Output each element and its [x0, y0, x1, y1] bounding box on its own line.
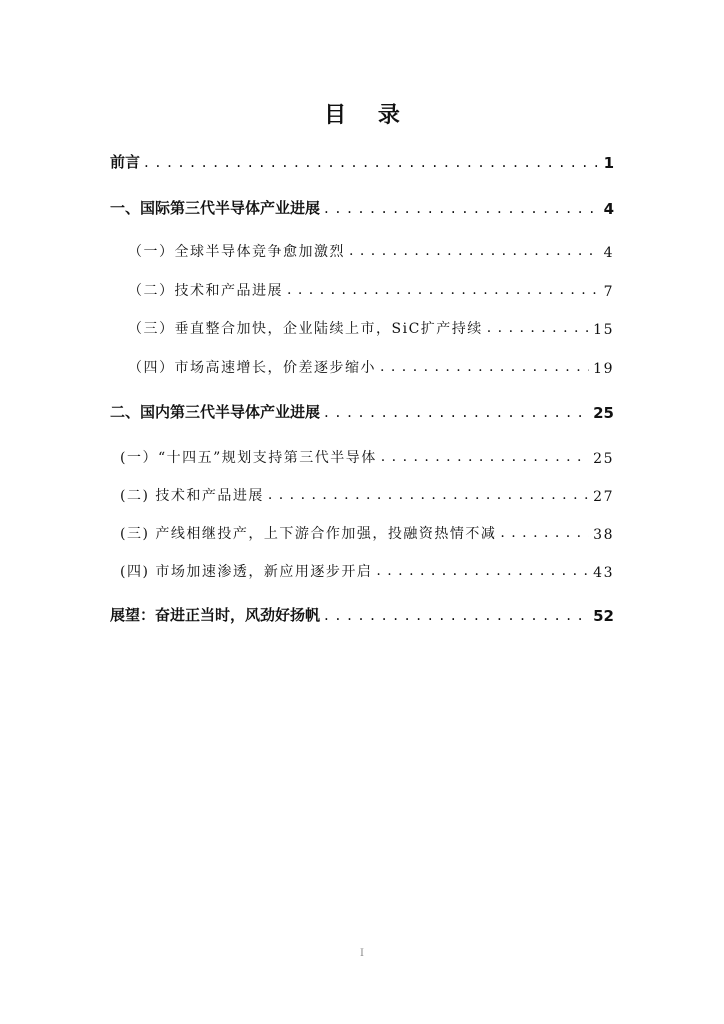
toc-entry-chapter-2[interactable] [110, 398, 614, 422]
toc-entry-page: 52 [593, 607, 614, 625]
page-number: I [360, 948, 364, 959]
dot-leader [268, 485, 589, 505]
toc-title: 目 录 [324, 103, 412, 128]
toc-entry-preface[interactable] [110, 148, 614, 172]
dot-leader [349, 241, 600, 261]
toc-entry-page: 27 [593, 489, 614, 505]
toc-entry-label: （三）垂直整合加快，企业陆续上市，SiC扩产持续 [128, 321, 483, 337]
toc-entry-section-1-3[interactable] [128, 314, 614, 338]
toc-entry-label: (二) 技术和产品进展 [120, 488, 264, 504]
dot-leader [380, 357, 589, 377]
dot-leader [287, 280, 600, 300]
toc-entry-section-2-2[interactable] [120, 481, 614, 505]
dot-leader [144, 152, 600, 172]
toc-entry-section-1-2[interactable] [128, 276, 614, 300]
toc-entry-page: 4 [603, 200, 614, 218]
toc-entry-section-2-4[interactable] [120, 557, 614, 581]
toc-entry-section-2-3[interactable] [120, 519, 614, 543]
toc-entry-label: 展望：奋进正当时，风劲好扬帆 [110, 606, 321, 624]
toc-entry-section-1-1[interactable] [128, 237, 614, 261]
toc-entry-label: (三) 产线相继投产，上下游合作加强，投融资热情不减 [120, 526, 497, 542]
toc-entry-section-1-4[interactable] [128, 353, 614, 377]
toc-entry-chapter-1[interactable] [110, 194, 614, 218]
toc-entry-label: 前言 [110, 153, 141, 171]
toc-entry-outlook[interactable] [110, 601, 614, 625]
toc-entry-section-2-1[interactable] [120, 443, 614, 467]
toc-entry-page: 15 [593, 322, 614, 338]
dot-leader [381, 447, 589, 467]
toc-entry-label: 二、国内第三代半导体产业进展 [110, 403, 321, 421]
toc-entry-page: 1 [603, 154, 614, 172]
dot-leader [376, 561, 589, 581]
toc-entry-label: 一、国际第三代半导体产业进展 [110, 199, 321, 217]
toc-entry-label: （二）技术和产品进展 [128, 283, 283, 299]
toc-entry-page: 7 [603, 284, 614, 300]
toc-entry-label: （一）全球半导体竞争愈加激烈 [128, 244, 345, 260]
toc-entry-page: 19 [593, 361, 614, 377]
toc-entry-page: 38 [593, 527, 614, 543]
dot-leader [324, 605, 589, 625]
dot-leader [487, 318, 589, 338]
dot-leader [324, 402, 589, 422]
dot-leader [500, 523, 589, 543]
toc-entry-page: 4 [603, 245, 614, 261]
toc-entry-label: (四) 市场加速渗透，新应用逐步开启 [120, 564, 373, 580]
toc-entry-label: (一）“十四五”规划支持第三代半导体 [120, 450, 377, 466]
toc-entry-label: （四）市场高速增长，价差逐步缩小 [128, 360, 376, 376]
toc-entry-page: 25 [593, 404, 614, 422]
toc-entry-page: 43 [593, 565, 614, 581]
dot-leader [324, 198, 600, 218]
toc-entry-page: 25 [593, 451, 614, 467]
